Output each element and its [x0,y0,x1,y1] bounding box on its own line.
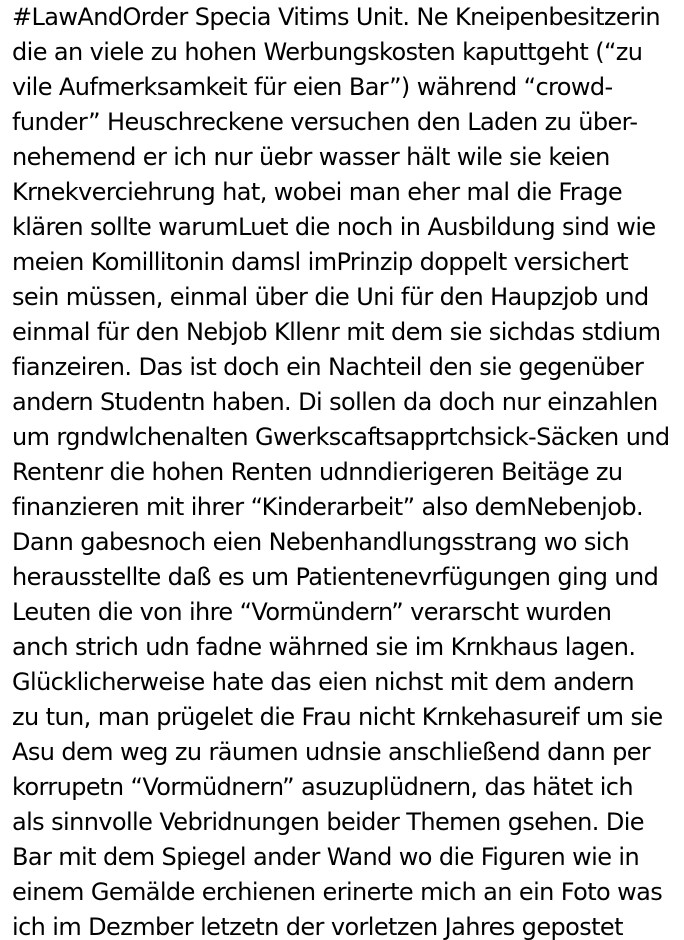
text-line-23: korrupetn “Vormüdnern” asuzuplüdnern, das hätet ich [12,773,633,801]
text-line-10: einmal für den Nebjob Kllenr mit dem sie sichdas stdium [12,318,661,346]
text-line-19: anch strich udn fadne währned sie im Krnkhaus lagen. [12,633,636,661]
text-line-8: meien Komillitonin damsl imPrinzip doppelt versichert [12,248,629,276]
text-line-20: Glücklicherweise hate das eien nichst mit dem andern [12,668,635,696]
text-line-24: als sinnvolle Vebridnungen beider Themen gsehen. Die [12,808,644,836]
text-line-11: fianzeiren. Das ist doch ein Nachteil den sie gegenüber [12,353,644,381]
text-line-18: Leuten die von ihre “Vormündern” verarscht wurden [12,598,612,626]
text-line-1: #LawAndOrder Specia Vitims Unit. Ne Kneipenbesitzerin [12,3,661,31]
text-line-6: Krnekverciehrung hat, wobei man eher mal die Frage [12,178,623,206]
text-line-4: funder” Heuschreckene versuchen den Laden zu über- [12,108,638,136]
text-line-27: ich im Dezmber letzetn der vorletzen Jahres gepostet [12,913,623,940]
text-line-26: einem Gemälde erchienen erinerte mich an ein Foto was [12,878,663,906]
text-line-17: herausstellte daß es um Patientenevrfügungen ging und [12,563,659,591]
text-line-7: klären sollte warumLuet die noch in Ausbildung sind wie [12,213,656,241]
text-line-15: finanzieren mit ihrer “Kinderarbeit” also demNebenjob. [12,493,643,521]
text-line-3: vile Aufmerksamkeit für eien Bar”) während “crowd- [12,73,613,101]
text-line-13: um rgndwlchenalten Gwerkscaftsapprtchsick-Säcken und [12,423,670,451]
text-line-12: andern Studentn haben. Di sollen da doch nur einzahlen [12,388,658,416]
document-page [12,0,680,940]
text-line-25: Bar mit dem Spiegel ander Wand wo die Figuren wie in [12,843,640,871]
text-line-14: Rentenr die hohen Renten udnndierigeren Beitäge zu [12,458,623,486]
text-line-5: nehemend er ich nur üebr wasser hält wile sie keien [12,143,610,171]
text-line-22: Asu dem weg zu räumen udnsie anschließend dann per [12,738,651,766]
text-line-9: sein müssen, einmal über die Uni für den Haupzjob und [12,283,649,311]
text-line-16: Dann gabesnoch eien Nebenhandlungsstrang wo sich [12,528,630,556]
text-line-2: die an viele zu hohen Werbungskosten kaputtgeht (“zu [12,38,643,66]
text-line-21: zu tun, man prügelet die Frau nicht Krnkehasureif um sie [12,703,663,731]
